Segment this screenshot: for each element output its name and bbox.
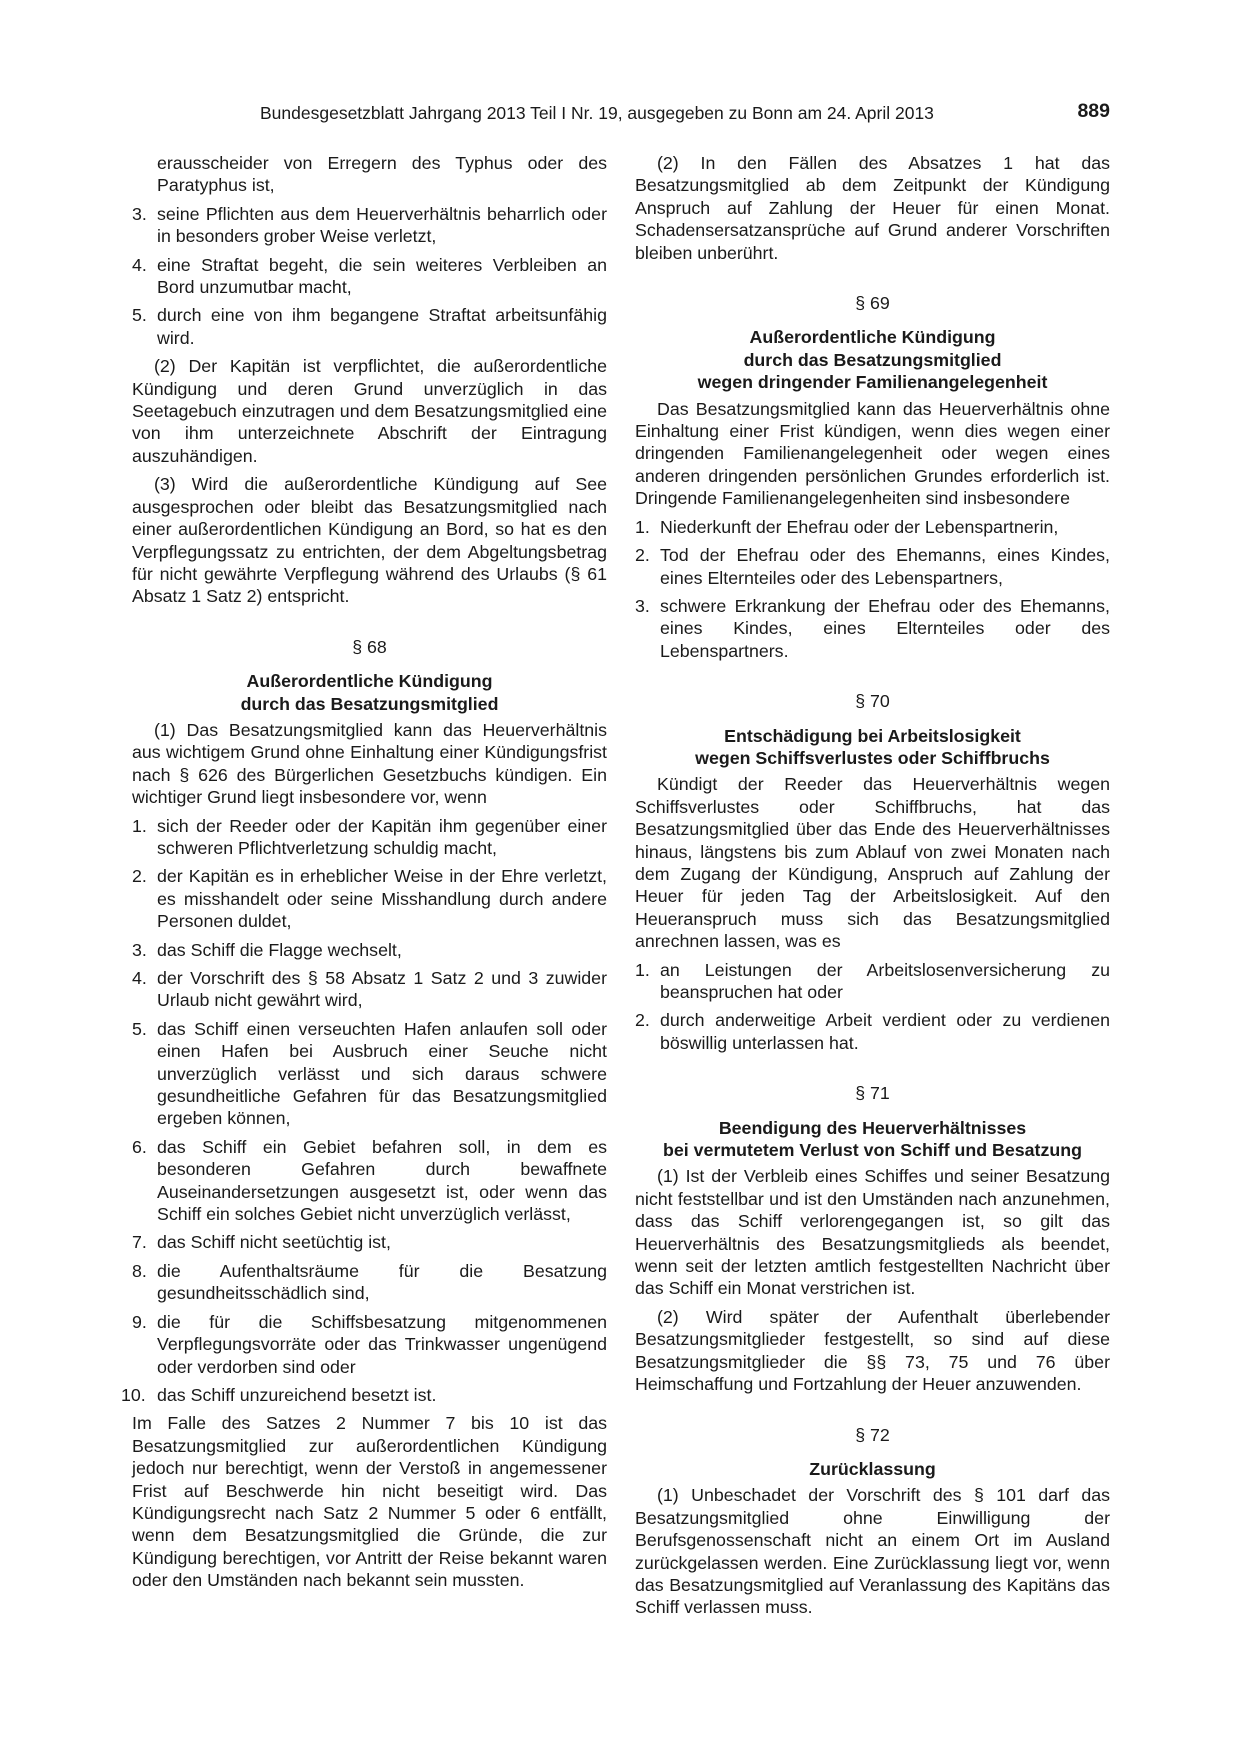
item-text: das Schiff nicht seetüchtig ist, [157, 1232, 391, 1253]
section-title-line: wegen Schiffsverlustes oder Schiffbruchs [695, 747, 1050, 768]
section-title [635, 725, 1110, 770]
item-text: durch anderweitige Arbeit verdient oder zu verdienen böswillig unterlassen hat. [660, 1010, 1110, 1053]
section-paragraph: (1) Ist der Verbleib eines Schiffes und seiner Besatzung nicht feststellbar und ist den Umständen nach anzunehmen, dass das Schiff verlorengegangen ist, so gilt das Heuerverhältnis des Besatzungsmitglieds als beendet, wenn seit der letzten amtlich festgestellten Nachricht über das Schiff ein Monat verstrichen ist. [635, 1166, 1110, 1299]
section-title-line: Außerordentliche Kündigung [749, 327, 996, 348]
page-header [130, 100, 1110, 130]
item-number: 2. [635, 1010, 650, 1031]
list-item [132, 865, 607, 932]
item-text: schwere Erkrankung der Ehefrau oder des Ehemanns, eines Kindes, eines Elternteiles oder des Lebenspartners. [660, 595, 1110, 661]
section-intro: Kündigt der Reeder das Heuerverhältnis wegen Schiffsverlustes oder Schiffbruchs, hat das Besatzungsmitglied über das Ende des Heuerverhältnisses hinaus, längstens bis zum Ablauf von zwei Monaten nach dem Zugang der Kündigung, Anspruch auf Zahlung der Heuer für jeden Tag der Arbeitslosigkeit. Auf den Heueranspruch muss sich das Besatzungsmitglied anrechnen lassen, was es [635, 774, 1110, 952]
paragraph-2: (2) Der Kapitän ist verpflichtet, die außerordentliche Kündigung und deren Grund unverzüglich in das Seetagebuch einzutragen und dem Besatzungsmitglied eine von ihm unterzeichnete Abschrift der Eintragung auszuhändigen. [132, 356, 607, 466]
item-number: 5. [132, 305, 147, 326]
item-number: 8. [132, 1260, 147, 1281]
left-column [121, 152, 607, 1598]
item-text: der Kapitän es in erheblicher Weise in der Ehre verletzt, es misshandelt oder seine Misshandlung durch andere Personen duldet, [157, 866, 607, 932]
item-text: an Leistungen der Arbeitslosenversicherung zu beanspruchen hat oder [660, 959, 1110, 1002]
list-item [132, 1311, 607, 1378]
item-text: die Aufenthaltsräume für die Besatzung gesundheitsschädlich sind, [157, 1260, 607, 1304]
list-item [132, 203, 607, 248]
list-item [635, 516, 1110, 538]
section-title-line: Entschädigung bei Arbeitslosigkeit [724, 725, 1021, 746]
item-number: 3. [635, 595, 650, 616]
list-item [132, 304, 607, 349]
list-item [132, 1136, 607, 1226]
item-text: das Schiff unzureichend besetzt ist. [157, 1384, 437, 1405]
item-text: seine Pflichten aus dem Heuerverhältnis beharrlich oder in besonders grober Weise verletzt, [157, 203, 607, 247]
item-number: 3. [132, 203, 147, 224]
item-text: sich der Reeder oder der Kapitän ihm gegenüber einer schweren Pflichtverletzung schuldig macht, [157, 815, 607, 858]
section-title-line: Außerordentliche Kündigung [246, 671, 493, 692]
item-number: 1. [635, 516, 650, 537]
section-paragraph: (1) Unbeschadet der Vorschrift des § 101 darf das Besatzungsmitglied ohne Einwilligung der Berufsgenossenschaft nicht an einem Ort im Ausland zurückgelassen werden. Eine Zurücklassung liegt vor, wenn das Besatzungsmitglied auf Veranlassung des Kapitäns das Schiff verlassen muss. [635, 1485, 1110, 1618]
right-column [635, 152, 1110, 1625]
section-title [635, 326, 1110, 393]
section-number: § 72 [855, 1424, 890, 1445]
item-number: 1. [635, 959, 650, 980]
item-number: 3. [132, 939, 147, 960]
section-number: § 70 [855, 691, 890, 712]
section-number: § 69 [855, 293, 890, 314]
item-text: der Vorschrift des § 58 Absatz 1 Satz 2 und 3 zuwider Urlaub nicht gewährt wird, [157, 968, 607, 1011]
item-number: 2. [132, 866, 147, 887]
section-intro: Das Besatzungsmitglied kann das Heuerverhältnis ohne Einhaltung einer Frist kündigen, wenn dies wegen einer dringenden Familienangelegenheit oder wegen eines anderen dringenden persönlichen Grundes erforderlich ist. Dringende Familienangelegenheiten sind insbesondere [635, 398, 1110, 509]
item-number: 9. [132, 1311, 147, 1332]
section-intro: (1) Das Besatzungsmitglied kann das Heuerverhältnis aus wichtigem Grund ohne Einhaltung einer Kündigungsfrist nach § 626 des Bürgerlichen Gesetzbuchs kündigen. Ein wichtiger Grund liegt insbesondere vor, wenn [132, 719, 607, 808]
section-title-line: durch das Besatzungsmitglied [240, 693, 499, 714]
page-number: 889 [1077, 100, 1110, 122]
section-title [635, 1117, 1110, 1162]
item-text: Tod der Ehefrau oder des Ehemanns, eines Kindes, eines Elternteiles oder des Lebenspartners, [660, 545, 1110, 588]
list-item [635, 1009, 1110, 1054]
item-text: Niederkunft der Ehefrau oder der Lebenspartnerin, [660, 516, 1059, 537]
section-title [132, 670, 607, 715]
section-title-line: Beendigung des Heuerverhältnisses [718, 1117, 1027, 1138]
header-text: Bundesgesetzblatt Jahrgang 2013 Teil I Nr. 19, ausgegeben zu Bonn am 24. April 2013 [260, 103, 934, 123]
paragraph-3: (3) Wird die außerordentliche Kündigung auf See ausgesprochen oder bleibt das Besatzungsmitglied nach einer außerordentlichen Kündigung an Bord, so hat es den Verpflegungssatz zu entrichten, der dem Abgeltungsbetrag für nicht gewährte Verpflegung während des Urlaubs (§ 61 Absatz 1 Satz 2) entspricht. [132, 474, 607, 607]
item-number: 5. [132, 1018, 147, 1039]
item-number: 4. [132, 254, 147, 275]
item-number: 7. [132, 1232, 147, 1253]
section-title [635, 1458, 1110, 1480]
item-number: 4. [132, 968, 147, 988]
continued-text: erausscheider von Erregern des Typhus oder des Paratyphus ist, [157, 153, 607, 196]
list-item [132, 1260, 607, 1305]
item-number: 10. [121, 1384, 146, 1405]
section-paragraph: (2) Wird später der Aufenthalt überlebender Besatzungsmitglieder festgestellt, so sind auf diese Besatzungsmitglieder die §§ 73, 75 und 76 über Heimschaffung und Fortzahlung der Heuer anzuwenden. [635, 1306, 1110, 1395]
section-title-line: bei vermutetem Verlust von Schiff und Besatzung [663, 1140, 1082, 1161]
list-item [635, 544, 1110, 589]
item-text: die für die Schiffsbesatzung mitgenommenen Verpflegungsvorräte oder das Trinkwasser ungenügend oder verdorben sind oder [157, 1311, 607, 1377]
list-item [635, 595, 1110, 662]
item-text: durch eine von ihm begangene Straftat arbeitsunfähig wird. [157, 305, 607, 348]
list-item [132, 939, 607, 961]
list-item [132, 1231, 607, 1253]
paragraph-2: (2) In den Fällen des Absatzes 1 hat das Besatzungsmitglied ab dem Zeitpunkt der Kündigung Anspruch auf Zahlung der Heuer für einen Monat. Schadensersatzansprüche auf Grund anderer Vorschriften bleiben unberührt. [635, 153, 1110, 263]
item-text: das Schiff einen verseuchten Hafen anlaufen soll oder einen Hafen bei Ausbruch einer Seuche nicht unverzüglich verlässt und sich daraus schwere gesundheitliche Gefahren für das Besatzungsmitglied ergeben können, [157, 1018, 607, 1129]
item-text: das Schiff ein Gebiet befahren soll, in dem es besonderen Gefahren durch bewaffnete Auseinandersetzungen ausgesetzt ist, oder wenn das Schiff ein solches Gebiet nicht unverzüglich verlässt, [157, 1136, 607, 1225]
section-number: § 71 [855, 1083, 890, 1104]
section-title-line: wegen dringender Familienangelegenheit [697, 372, 1048, 393]
section-number: § 68 [352, 636, 387, 657]
section-title-line: durch das Besatzungsmitglied [743, 349, 1002, 370]
closing-paragraph: Im Falle des Satzes 2 Nummer 7 bis 10 ist das Besatzungsmitglied zur außerordentlichen Kündigung jedoch nur berechtigt, wenn der Verstoß in angemessener Frist auf Beschwerde hin nicht beseitigt wird. Das Kündigungsrecht nach Satz 2 Nummer 5 oder 6 entfällt, wenn dem Besatzungsmitglied die Gründe, die zur Kündigung berechtigen, vor Antritt der Reise bekannt waren oder den Umständen nach bekannt sein mussten. [132, 1413, 607, 1591]
list-item [132, 815, 607, 860]
list-item [121, 1384, 607, 1406]
section-title-line: Zurücklassung [809, 1458, 936, 1479]
list-item [132, 967, 607, 1012]
item-number: 1. [132, 815, 147, 836]
item-number: 6. [132, 1136, 147, 1157]
list-item [132, 254, 607, 299]
item-text: das Schiff die Flagge wechselt, [157, 939, 402, 960]
list-item [132, 1018, 607, 1130]
list-item [635, 959, 1110, 1004]
item-text: eine Straftat begeht, die sein weiteres Verbleiben an Bord unzumutbar macht, [157, 254, 607, 298]
item-number: 2. [635, 545, 650, 566]
